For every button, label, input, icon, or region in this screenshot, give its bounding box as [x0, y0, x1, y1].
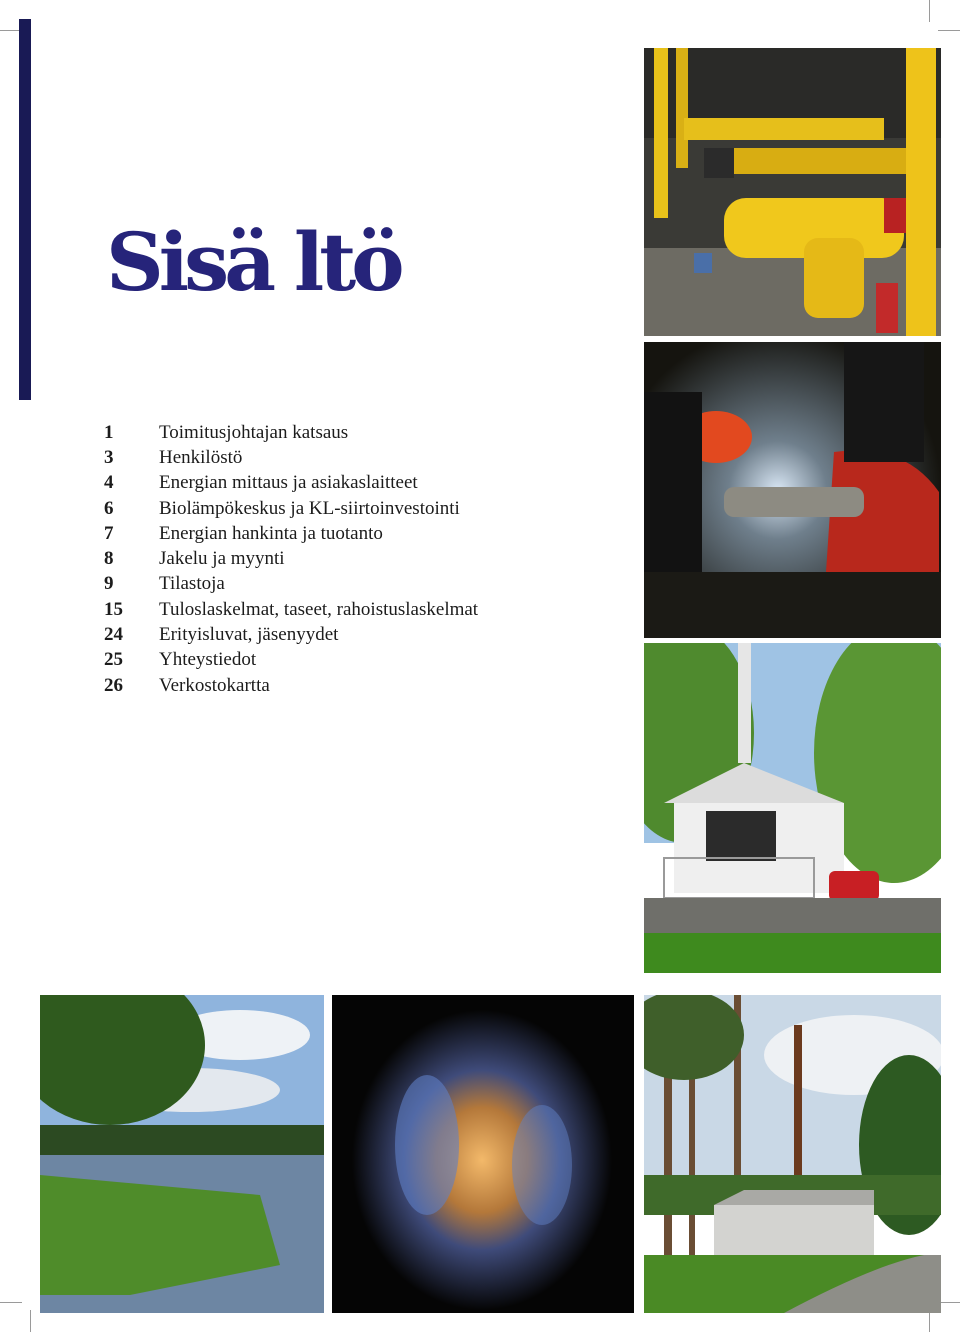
toc-entry[interactable]: [104, 572, 478, 597]
toc-label: Tuloslaskelmat, taseet, rahoistuslaskelmat: [159, 598, 479, 620]
toc-label: Erityisluvat, jäsenyydet: [159, 624, 339, 646]
crop-mark: [938, 30, 960, 31]
photo-lake: [40, 995, 324, 1313]
toc-entry[interactable]: [104, 546, 478, 571]
toc-label: Biolämpökeskus ja KL-siirtoinvestointi: [159, 497, 460, 519]
toc-page-number: 3: [104, 446, 114, 468]
toc-entry[interactable]: [104, 496, 478, 521]
toc-entry[interactable]: [104, 420, 478, 445]
crop-mark: [929, 0, 930, 22]
toc-label: Verkostokartta: [159, 674, 270, 696]
toc-label: Tilastoja: [159, 573, 225, 595]
toc-page-number: 9: [104, 573, 114, 595]
toc-label: Energian hankinta ja tuotanto: [159, 522, 383, 544]
photo-flame: [332, 995, 634, 1313]
toc-entry[interactable]: [104, 622, 478, 647]
toc-page-number: 7: [104, 522, 114, 544]
toc-page-number: 24: [104, 624, 123, 646]
toc-entry[interactable]: [104, 471, 478, 496]
crop-mark: [30, 1310, 31, 1332]
toc-page-number: 26: [104, 674, 123, 696]
toc-entry[interactable]: [104, 673, 478, 698]
crop-mark: [938, 1302, 960, 1303]
photo-heating-plant: [644, 643, 941, 973]
crop-mark: [0, 1302, 22, 1303]
toc-entry[interactable]: [104, 597, 478, 622]
toc-entry[interactable]: [104, 648, 478, 673]
toc-page-number: 15: [104, 598, 123, 620]
page-title: Sisä ltö: [106, 215, 400, 309]
toc-label: Henkilöstö: [159, 446, 243, 468]
toc-page-number: 25: [104, 649, 123, 671]
side-accent-bar: [19, 19, 31, 400]
toc-entry[interactable]: [104, 445, 478, 470]
toc-label: Energian mittaus ja asiakaslaitteet: [159, 472, 418, 494]
toc-page-number: 4: [104, 472, 114, 494]
photo-night-welding: [644, 342, 941, 638]
toc-page-number: 6: [104, 497, 114, 519]
toc-label: Yhteystiedot: [159, 649, 257, 671]
photo-gas-pipes: [644, 48, 941, 336]
toc-label: Jakelu ja myynti: [159, 548, 285, 570]
toc-page-number: 1: [104, 421, 114, 443]
table-of-contents: [104, 420, 478, 698]
toc-label: Toimitusjohtajan katsaus: [159, 421, 349, 443]
toc-entry[interactable]: [104, 521, 478, 546]
toc-page-number: 8: [104, 548, 114, 570]
crop-mark: [929, 1310, 930, 1332]
photo-pine-plant: [644, 995, 941, 1313]
